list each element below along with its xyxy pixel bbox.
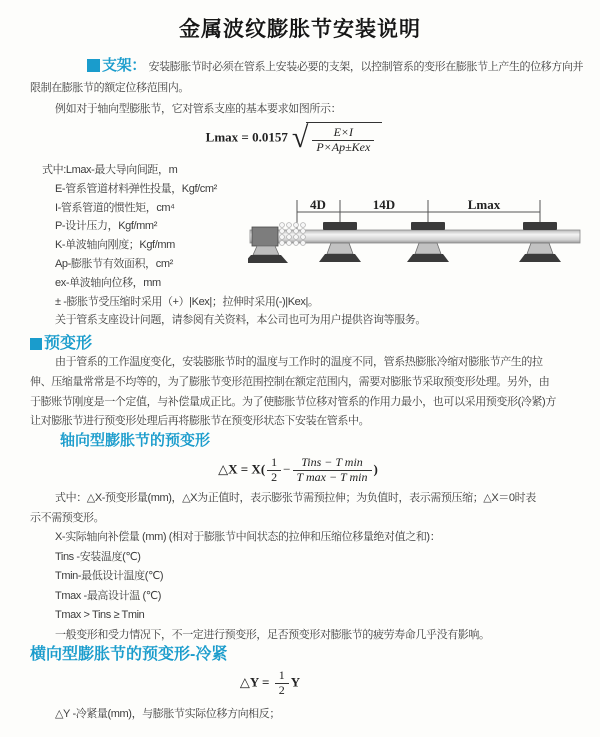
definitions-intro: 式中:Lmax-最大导向间距，m — [42, 164, 178, 176]
axial-note-line: Tmin-最低设计温度(℃) — [55, 570, 164, 582]
axial-heading: 轴向型膨胀节的预变形 — [60, 432, 211, 449]
axial-formula — [0, 456, 598, 485]
lmax-numerator: E×I — [312, 126, 374, 141]
predeform-line: 让对膨胀节进行预变形处理后再将膨胀节在预变形状态下安装在管系中。 — [30, 415, 370, 428]
axial-note-line: 一般变形和受力情况下，不一定进行预变形，足否预变形对膨胀节的疲劳寿命几乎没有影响。 — [55, 628, 490, 641]
definition-item: P-设计压力，Kgf/mm² — [55, 220, 157, 233]
definitions-consult-note: 关于管系支座设计问题，请参阅有关资料，本公司也可为用户提供咨询等服务。 — [55, 314, 426, 327]
dim-label-4d: 4D — [310, 197, 326, 212]
lateral-formula — [0, 669, 570, 698]
axial-formula-pre: △X = X( — [218, 461, 266, 477]
temp-denominator: T max − T min — [296, 469, 368, 484]
axial-notes — [30, 489, 582, 645]
lmax-denominator: P×Ap±Kex — [316, 139, 371, 154]
definition-item: I-管系管道的惯性矩，cm⁴ — [55, 201, 175, 214]
predeform-line: 于膨账节刚度是一个定值，与补偿量成正比。为了使膨胀节位移对管系的作用力最小，也可以采用预变形(冷紧)方 — [30, 395, 556, 408]
minus-operator: − — [283, 461, 291, 477]
axial-note-line: 示不需预变形。 — [30, 511, 105, 524]
pipe-support-diagram — [248, 196, 598, 291]
predeform-paragraph — [30, 353, 582, 432]
lateral-formula-post: Y — [290, 674, 301, 690]
lateral-heading: 横向型膨胀节的预变形-冷紧 — [30, 646, 228, 663]
support-section — [30, 55, 582, 120]
support-line-1 — [30, 55, 582, 78]
definition-item: Ap-膨胀节有效面积，cm² — [55, 257, 173, 270]
axial-note-line: Tmax -最高设计温 (℃) — [55, 589, 161, 602]
lmax-fraction — [312, 126, 374, 155]
lmax-formula — [0, 122, 594, 155]
half-fraction: $\frac{1}{2}$ — [267, 456, 281, 485]
temp-fraction — [293, 456, 372, 485]
pipe — [250, 230, 580, 243]
section-bullet-icon — [30, 338, 42, 350]
support-heading: 支架： — [102, 57, 146, 74]
lmax-formula-lhs: Lmax = 0.0157 — [205, 129, 288, 145]
radical-sign: √ $\frac{E\times I}{\text{P×Ap±Kex}}$ — [292, 122, 382, 155]
page-title: 金属波纹膨胀节安装说明 — [179, 18, 421, 41]
dim-label-lmax: Lmax — [467, 197, 501, 212]
radical-body — [306, 122, 382, 155]
section-bullet-icon — [87, 59, 100, 72]
support-line-3: 例如对于轴向型膨胀节，它对管系支座的基本要求如图所示： — [55, 103, 342, 115]
predeform-line: 伸、压缩量常常是不均等的，为了膨胀节变形范围控制在额定范围内，需要对膨胀节采取预变形处理。另外，由 — [30, 375, 550, 388]
axial-note-line: 式中：△X-预变形量(mm)，△X为正值时，表示膨张节需预拉伸；为负值时，表示需预压缩；△X＝0时表 — [55, 492, 536, 504]
axial-note-line: X-实际轴向补偿量 (mm) (相对于膨胀节中间状态的拉伸和压缩位移量绝对值之和)： — [55, 531, 441, 543]
definition-item: K-单波轴向刚度；Kgf/mm — [55, 239, 175, 252]
lateral-note: △Y -冷紧量(mm)，与膨胀节实际位移方向相反； — [55, 708, 280, 720]
definition-item: ex-单波轴向位移，mm — [55, 276, 161, 289]
predeform-heading: 预变形 — [30, 330, 92, 353]
half-fraction: $\frac{1}{2}$ — [275, 669, 289, 698]
definition-item: E-管系管道材料弹性投量，Kgf/cm² — [55, 182, 217, 195]
definitions-pm-note: ± -膨胀节受压缩时采用（+）|Kex|；拉伸时采用(-)|Kex|。 — [55, 295, 319, 308]
axial-note-line: Tmax > Tins ≥ Tmin — [55, 609, 145, 621]
lateral-formula-pre: △Y = — [239, 674, 270, 690]
temp-numerator: Tins − T min — [293, 456, 372, 471]
axial-formula-post: ) — [373, 461, 378, 477]
support-text-1: 安装膨胀节时必须在管系上安装必要的支架，以控制管系的变形在膨胀节上产生的位移方向并 — [148, 61, 584, 73]
support-line-2: 限制在膨胀节的额定位移范围内。 — [30, 82, 189, 94]
axial-note-line: Tins -安装温度(℃) — [55, 550, 141, 563]
dim-label-14d: 14D — [372, 197, 396, 212]
predeform-line: 由于管系的工作温度变化，安装膨胀节时的温度与工作时的温度不同，管系热膨胀冷缩对膨胀节产生的拉 — [55, 356, 543, 368]
